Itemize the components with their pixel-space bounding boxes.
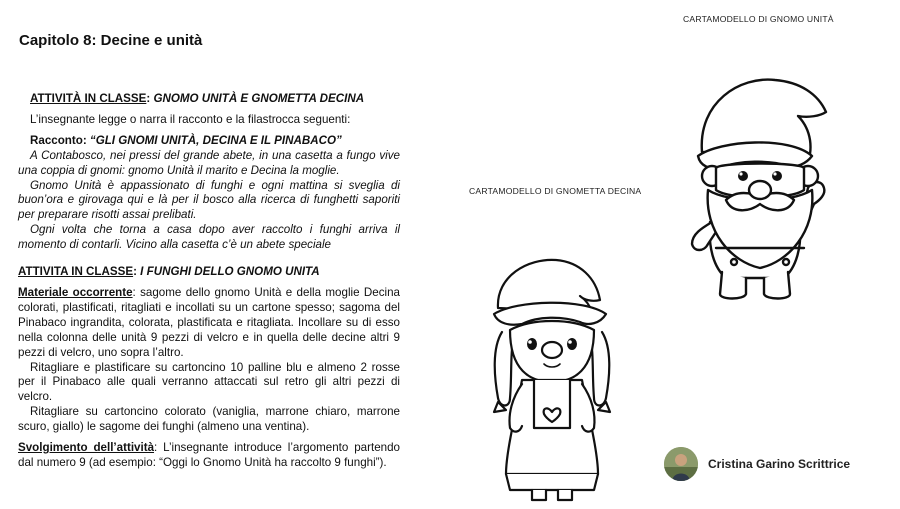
materiale-text: : sagome dello gnomo Unità e della moglie Decina colorati, plastificati, ritagliati e incollati su un cartone spesso; sagoma del Pinabaco ingrandita, colorata, plastificata e ritagliata. Incollare su di esso nella colonna delle unità 9 pezzi di velcro e in quella delle decine altri 9 pezzi di velcro, uno sopra l’altro. xyxy=(18,285,400,359)
svolgimento-paragraph xyxy=(18,441,400,471)
chapter-title: Capitolo 8: Decine e unità xyxy=(19,32,203,49)
story-title: “GLI GNOMI UNITÀ, DECINA E IL PINABACO” xyxy=(89,133,342,147)
author-avatar[interactable] xyxy=(664,447,698,481)
materiale-label: Materiale occorrente xyxy=(18,285,133,299)
story-paragraph-2: Gnomo Unità è appassionato di funghi e ogni mattina si sveglia di buon’ora e girovaga qui e là per il bosco alla ricerca di funghetti saporiti per preparare risotti assai prelibati. xyxy=(18,178,400,222)
author-name: Cristina Garino Scrittrice xyxy=(708,457,851,471)
section2-heading xyxy=(18,265,400,280)
section2-title: I FUNGHI DELLO GNOMO UNITA xyxy=(140,265,320,279)
author-badge[interactable] xyxy=(664,447,850,481)
story-paragraph-1: A Contabosco, nei pressi del grande abete, in una casetta a fungo vive una coppia di gnomi: gnomo Unità il marito e Decina la moglie. xyxy=(18,148,400,177)
gnomo-caption: CARTAMODELLO DI GNOMO UNITÀ xyxy=(683,14,834,24)
svolgimento-label: Svolgimento dell’attività xyxy=(18,441,155,455)
story-label: Racconto: xyxy=(30,133,90,147)
story-paragraph-3: Ogni volta che torna a casa dopo aver raccolto i funghi arriva il momento di contarli. Vicino alla casetta c’è un abete speciale xyxy=(18,223,400,252)
story-heading xyxy=(30,134,400,149)
section2-paragraph-2: Ritagliare e plastificare su cartoncino 10 palline blu e almeno 2 rosse per il Pinabaco alle quali verranno attaccati sul retro gli altri pezzi di velcro. xyxy=(18,360,400,404)
avatar-photo-icon xyxy=(664,447,698,481)
section1-label: ATTIVITÀ IN CLASSE xyxy=(30,92,147,105)
section1-title: GNOMO UNITÀ E GNOMETTA DECINA xyxy=(153,92,365,105)
section1-heading xyxy=(30,92,400,107)
gnometta-illustration xyxy=(488,252,616,502)
left-column xyxy=(18,92,400,471)
section2-label: ATTIVITA IN CLASSE xyxy=(18,265,134,279)
gnomo-illustration xyxy=(680,72,840,308)
section2-paragraph-3: Ritagliare su cartoncino colorato (vaniglia, marrone chiaro, marrone scuro, giallo) le sagome dei funghi (almeno una ventina). xyxy=(18,405,400,434)
section1-sep: : xyxy=(146,92,154,105)
section1-intro: L’insegnante legge o narra il racconto e la filastrocca seguenti: xyxy=(30,112,351,126)
section2-sep: : xyxy=(133,265,141,279)
svolgimento-text: : L’insegnante introduce l’argomento partendo dal numero 9 (ad esempio: “Oggi lo Gnomo Unità ha raccolto 9 funghi”). xyxy=(18,441,400,469)
gnometta-caption: CARTAMODELLO DI GNOMETTA DECINA xyxy=(469,186,642,196)
materiale-paragraph xyxy=(18,286,400,361)
